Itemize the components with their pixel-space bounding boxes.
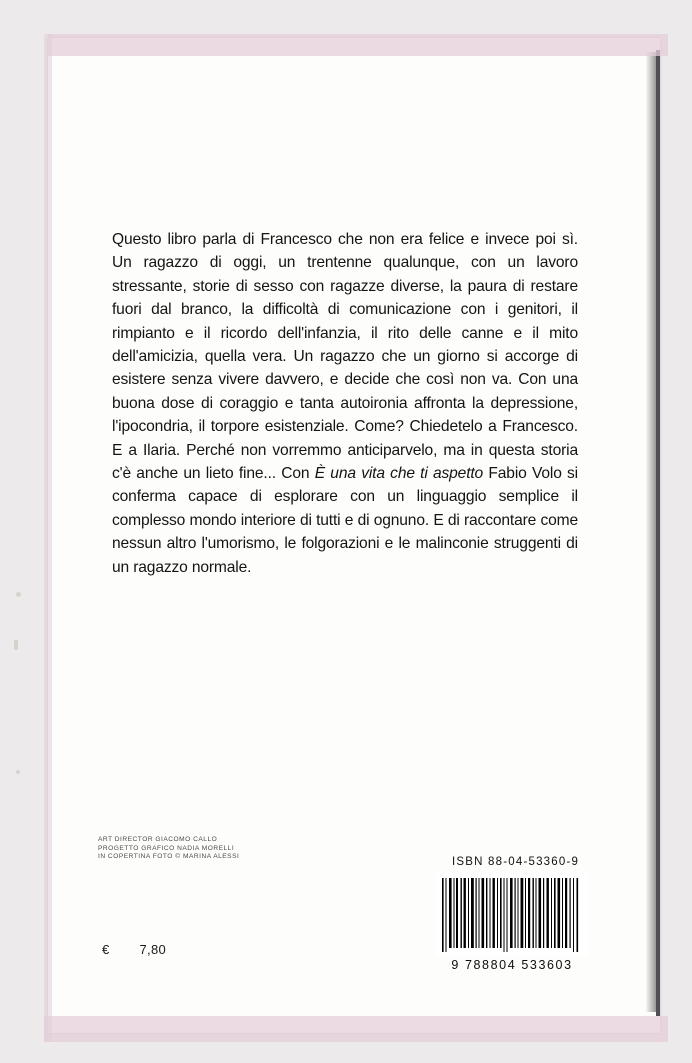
spine-edge bbox=[656, 50, 660, 1016]
credit-line-cover-photo: IN COPERTINA FOTO © MARINA ALESSI bbox=[98, 853, 240, 861]
plastic-wrap-top bbox=[48, 34, 668, 56]
credits-block bbox=[98, 836, 358, 862]
back-cover-blurb bbox=[112, 228, 578, 579]
scan-artifact bbox=[16, 770, 20, 774]
scan-artifact bbox=[14, 640, 18, 650]
isbn-label: ISBN 88-04-53360-9 bbox=[452, 856, 580, 868]
price-block bbox=[102, 942, 166, 957]
blurb-book-title: È una vita che ti aspetto bbox=[314, 465, 484, 483]
price-amount: 7,80 bbox=[139, 942, 167, 957]
credit-line-graphic-design: PROGETTO GRAFICO NADIA MORELLI bbox=[98, 844, 235, 852]
plastic-wrap-bottom bbox=[44, 1016, 668, 1042]
barcode-icon bbox=[436, 874, 588, 956]
currency-symbol: € bbox=[102, 942, 110, 957]
blurb-text-end: Fabio Volo si conferma capace di esplorare con un linguaggio semplice il complesso mondo interiore di tutti e di ognuno. E di raccontare come nessun altro l'umorismo, le folgorazioni e le malinconie struggenti di un ragazzo normale. bbox=[112, 465, 578, 576]
barcode-digits: 9 788804 533603 bbox=[451, 958, 573, 972]
scan-artifact bbox=[16, 592, 21, 597]
plastic-wrap-left bbox=[44, 34, 52, 1042]
credit-line-art-director: ART DIRECTOR GIACOMO CALLO bbox=[98, 836, 218, 843]
blurb-text-start: Questo libro parla di Francesco che non era felice e invece poi sì. Un ragazzo di oggi, un trentenne qualunque, con un lavoro stressante, storie di sesso con ragazze diverse, la paura di restare fuori dal branco, la difficoltà di comunicazione con i genitori, il rimpianto e il ricordo dell'infanzia, il rito delle canne e il mito dell'amicizia, quella vera. Un ragazzo che un giorno si accorge di esistere senza vivere davvero, e decide che così non va. Con una buona dose di coraggio e tanta autoironia affronta la depressione, l'ipocondria, il torpore esistenziale. Come? Chiedetelo a Francesco. E a Ilaria. Perché non vorremmo anticiparvelo, ma in questa storia c'è anche un lieto fine... Con bbox=[112, 231, 578, 483]
barcode-container bbox=[436, 874, 588, 956]
